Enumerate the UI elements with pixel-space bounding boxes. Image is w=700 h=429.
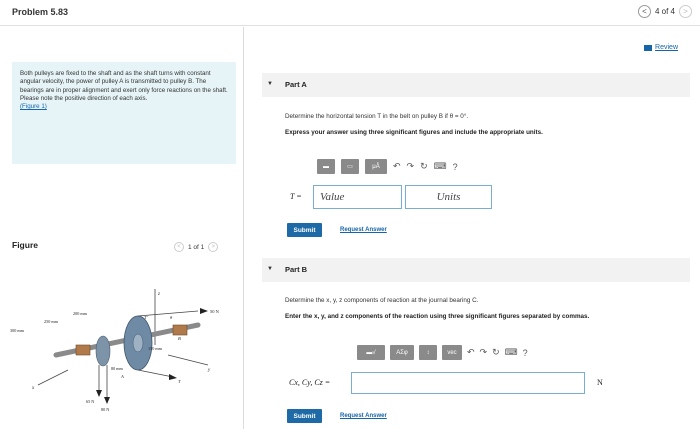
y-axis-line	[168, 355, 208, 365]
part-a-instruction: Express your answer using three significant figures and include the appropriate units.	[285, 129, 543, 136]
force-65-arrow	[96, 390, 102, 397]
part-b-label: Part B	[285, 265, 308, 274]
force-80-arrow	[104, 397, 110, 404]
part-a-submit-button[interactable]: Submit	[287, 223, 322, 237]
label-65n: 65 N	[86, 399, 95, 404]
label-200mm: 200 mm	[73, 311, 87, 316]
unit-newton-label: N	[597, 378, 603, 387]
redo-icon[interactable]: ↷	[479, 347, 488, 357]
part-a-toolbar	[317, 159, 458, 174]
help-icon[interactable]: ?	[452, 161, 458, 172]
page-indicator: 4 of 4	[654, 7, 675, 16]
label-300mm: 300 mm	[10, 328, 24, 333]
collapse-triangle-icon: ▼	[267, 266, 273, 272]
part-a-label: Part A	[285, 80, 307, 89]
top-bar	[0, 0, 700, 26]
undo-icon[interactable]: ↶	[467, 347, 475, 357]
figure-next-button[interactable]: >	[208, 242, 218, 252]
part-b-request-answer-link[interactable]: Request Answer	[340, 413, 387, 419]
label-150mm: 150 mm	[148, 346, 162, 351]
book-icon	[644, 45, 652, 51]
value-input[interactable]: Value	[313, 185, 402, 209]
prev-problem-button[interactable]: <	[638, 5, 651, 18]
components-input[interactable]	[351, 372, 585, 394]
label-250mm: 250 mm	[44, 319, 58, 324]
pane-divider	[243, 27, 244, 429]
help-icon[interactable]: ?	[522, 347, 528, 358]
label-theta: θ	[170, 315, 173, 320]
part-b-submit-button[interactable]: Submit	[287, 409, 322, 423]
mu-symbol-button[interactable]: μÅ	[365, 159, 387, 174]
force-50-arrow	[200, 308, 208, 314]
label-point-a: A	[121, 374, 124, 379]
part-a-variable-label: T =	[290, 192, 302, 201]
figure-page-indicator: 1 of 1	[188, 243, 205, 251]
units-input[interactable]: Units	[405, 185, 492, 209]
part-b-question: Determine the x, y, z components of reaction at the journal bearing C.	[285, 297, 479, 304]
vec-button[interactable]: vec	[442, 345, 462, 360]
problem-description	[12, 62, 236, 164]
collapse-triangle-icon: ▼	[267, 81, 273, 87]
part-b-instruction: Enter the x, y, and z components of the reaction using three significant figures separated by commas.	[285, 313, 590, 320]
part-b-header[interactable]	[262, 258, 690, 282]
problem-title: Problem 5.83	[12, 7, 69, 17]
template-icon[interactable]: ▬	[317, 159, 335, 174]
fraction-icon[interactable]: ▭	[341, 159, 359, 174]
x-axis-line	[38, 370, 68, 385]
sqrt-template-icon[interactable]: ▬√	[357, 345, 385, 360]
next-problem-button[interactable]: >	[679, 5, 692, 18]
label-tension: T	[178, 379, 181, 384]
belt-bottom	[138, 370, 173, 377]
greek-symbol-button[interactable]: ΑΣφ	[390, 345, 414, 360]
keyboard-icon[interactable]: ⌨	[504, 347, 518, 357]
label-axis-z: z	[158, 292, 160, 297]
shaft-pulley-figure	[8, 285, 233, 420]
tension-arrow	[169, 374, 177, 380]
label-point-b: B	[178, 336, 181, 341]
description-text: Both pulleys are fixed to the shaft and as the shaft turns with constant angular velocity, the power of pulley A is transmitted to pulley B. The bearings are in proper alignment and exert only force reactions on the shaft. Please note the positive direction of each axis.	[20, 70, 228, 102]
figure-prev-button[interactable]: <	[174, 242, 184, 252]
label-80mm: 80 mm	[111, 366, 123, 371]
label-axis-y: y	[208, 368, 211, 373]
part-a-header[interactable]	[262, 73, 690, 97]
bearing-right	[173, 325, 187, 335]
keyboard-icon[interactable]: ⌨	[433, 161, 447, 171]
arrows-icon[interactable]: ↕	[419, 345, 437, 360]
reset-icon[interactable]: ↻	[420, 161, 428, 171]
label-tension-prime: T'	[144, 315, 148, 320]
label-axis-x: x	[32, 386, 35, 391]
review-link[interactable]	[644, 44, 678, 51]
figure-pager	[174, 242, 218, 252]
part-a-question: Determine the horizontal tension T in the belt on pulley B if θ = 0°.	[285, 113, 469, 120]
label-80n: 80 N	[101, 407, 110, 412]
part-b-toolbar	[357, 345, 528, 360]
problem-pager	[638, 5, 692, 18]
label-50n: 50 N	[210, 309, 219, 314]
part-b-variable-label: Cx, Cy, Cz =	[289, 378, 331, 387]
part-a-request-answer-link[interactable]: Request Answer	[340, 227, 387, 233]
review-link-label: Review	[655, 44, 678, 51]
pulley-a	[96, 336, 110, 366]
figure-heading: Figure	[12, 240, 38, 250]
reset-icon[interactable]: ↻	[492, 347, 500, 357]
bearing-left	[76, 345, 90, 355]
undo-icon[interactable]: ↶	[393, 161, 401, 171]
redo-icon[interactable]: ↷	[406, 161, 415, 171]
figure-link[interactable]: (Figure 1)	[20, 103, 47, 111]
